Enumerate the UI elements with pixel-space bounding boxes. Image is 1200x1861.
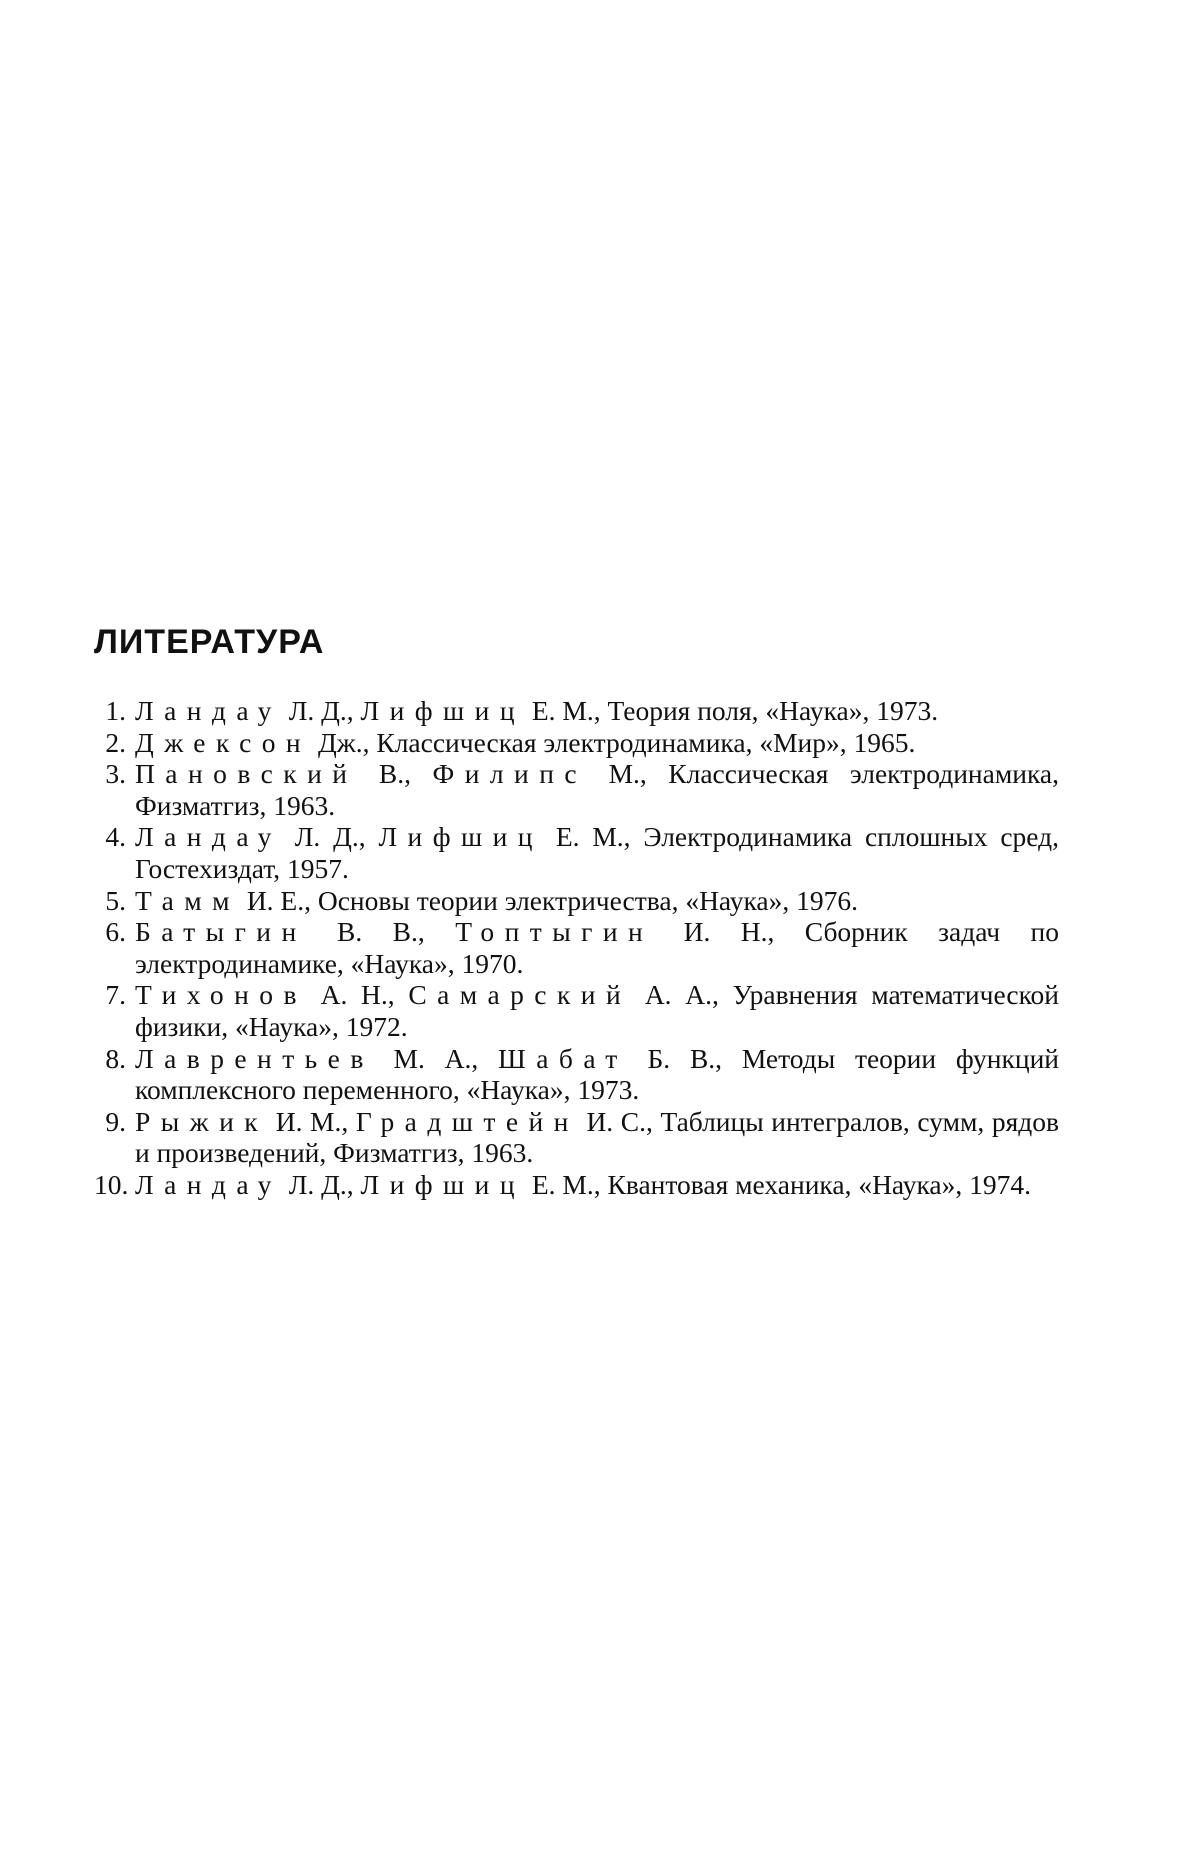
reference-number: 5. [105,884,126,916]
reference-text: М. А., [373,1042,499,1074]
reference-item [94,727,1059,759]
reference-number: 2. [105,726,126,758]
reference-item [94,1169,1059,1201]
reference-number: 3. [105,758,126,790]
author-surname: Градштейн [355,1105,579,1137]
reference-text: В. В., [306,916,456,948]
reference-number: 6. [105,916,126,948]
reference-text: Е. М., Электродинамика сплошных сред, Гостехиздат, 1957. [135,821,1059,884]
reference-number: 8. [105,1042,126,1074]
reference-list [94,695,1059,1201]
author-surname: Лифшиц [360,1168,525,1200]
author-surname: Шабат [498,1042,628,1074]
reference-number: 9. [105,1105,126,1137]
reference-item [94,695,1059,727]
reference-text: И. С., Таблицы интегралов, сумм, рядов и произведений, Физматгиз, 1963. [135,1105,1060,1169]
reference-item [94,821,1059,884]
reference-number: 10. [94,1168,129,1200]
reference-text: Е. М., Теория поля, «Наука», 1973. [525,695,939,726]
section-title: ЛИТЕРАТУРА [94,623,325,661]
author-surname: Филипс [432,758,588,790]
reference-number: 4. [105,821,126,853]
author-surname: Ландау [135,821,282,853]
reference-text: Е. М., Квантовая механика, «Наука», 1974. [525,1168,1032,1200]
author-surname: Ландау [135,1168,282,1200]
reference-item [94,1106,1059,1169]
author-surname: Рыжик [135,1105,269,1137]
reference-item [94,979,1059,1042]
reference-text: И. М., [268,1105,356,1137]
author-surname: Лаврентьев [135,1042,374,1074]
reference-text: И. Н., Сборник задач по электродинамике, «Наука», 1970. [135,916,1059,979]
author-surname: Лифшиц [360,695,525,726]
author-surname: Тамм [135,884,240,916]
reference-item [94,885,1059,917]
reference-text: Л. Д., [281,1168,361,1200]
reference-text: Л. Д., [281,695,361,726]
reference-text: Б. В., Методы теории функций комплексного переменного, «Наука», 1973. [135,1042,1060,1106]
reference-text: Л. Д., [281,821,379,853]
author-surname: Лифшиц [378,821,543,853]
author-surname: Джексон [135,726,312,758]
reference-item [94,916,1059,979]
reference-text: А. Н., [306,979,409,1011]
reference-number: 1. [105,695,126,726]
author-surname: Топтыгин [455,916,654,948]
author-surname: Тихонов [135,979,307,1011]
reference-number: 7. [105,979,126,1011]
reference-text: Дж., Классическая электродинамика, «Мир», 1965. [311,726,916,758]
author-surname: Ландау [135,695,282,726]
author-surname: Батыгин [135,916,307,948]
reference-item [94,1043,1059,1106]
reference-text: В., [357,758,433,790]
reference-text: А. А., Уравнения математической физики, «Наука», 1972. [135,979,1059,1042]
reference-item [94,758,1059,821]
reference-text: И. Е., Основы теории электричества, «Наука», 1976. [239,884,859,916]
author-surname: Самарский [408,979,632,1011]
reference-text: М., Классическая электродинамика, Физматгиз, 1963. [135,758,1059,821]
author-surname: Пановский [135,758,358,790]
